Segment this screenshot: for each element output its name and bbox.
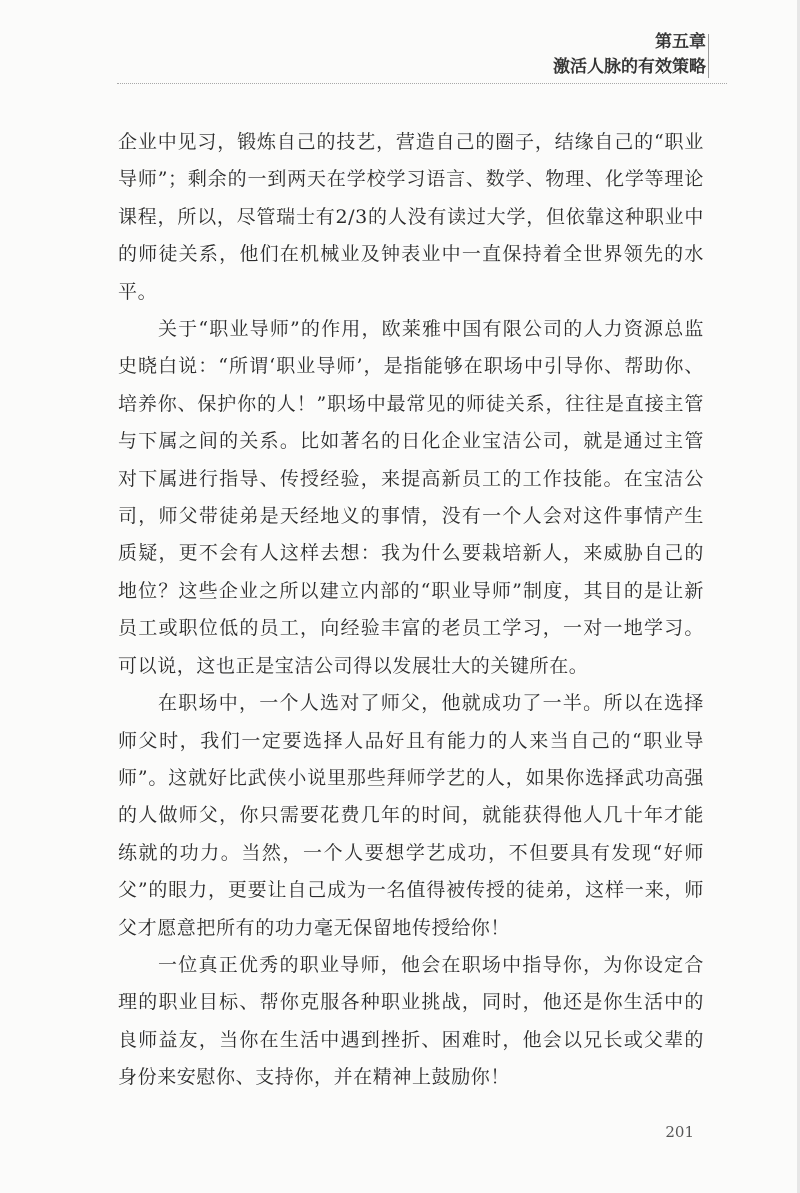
chapter-number: 第五章: [655, 32, 706, 52]
header-dotted-rule: [117, 83, 727, 84]
paragraph-choose-master: 在职场中，一个人选对了师父，他就成功了一半。所以在选择师父时，我们一定要选择人品好且有能力的人来当自己的“职业导师”。这就好比武侠小说里那些拜师学艺的人，如果你选择武功高强的人做师父，你只需要花费几年的时间，就能获得他人几十年才能练就的功力。当然，一个人要想学艺成功，不但要具有发现“好师父”的眼力，更要让自己成为一名值得被传授的徒弟，这样一来，师父才愿意把所有的功力毫无保留地传授给你！: [118, 692, 704, 939]
paragraph-mentor-role: 关于“职业导师”的作用，欧莱雅中国有限公司的人力资源总监史晓白说：“所谓‘职业导师’，是指能够在职场中引导你、帮助你、培养你、保护你的人！”职场中最常见的师徒关系，往往是直接主管与下属之间的关系。比如著名的日化企业宝洁公司，就是通过主管对下属进行指导、传授经验，来提高新员工的工作技能。在宝洁公司，师父带徒弟是天经地义的事情，没有一个人会对这件事情产生质疑，更不会有人这样去想：我为什么要栽培新人，来威胁自己的地位？这些企业之所以建立内部的“职业导师”制度，其目的是让新员工或职位低的员工，向经验丰富的老员工学习，一对一地学习。可以说，这也正是宝洁公司得以发展壮大的关键所在。: [118, 318, 704, 677]
page-number: 201: [665, 1123, 694, 1141]
running-header: [553, 30, 706, 80]
paragraph-continued: 企业中见习，锻炼自己的技艺，营造自己的圈子，结缘自己的“职业导师”；剩余的一到两天在学校学习语言、数学、物理、化学等理论课程，所以，尽管瑞士有2/3的人没有读过大学，但依靠这种职业中的师徒关系，他们在机械业及钟表业中一直保持着全世界领先的水平。: [118, 131, 704, 303]
body-text: [118, 124, 704, 1097]
paragraph-excellent-mentor: 一位真正优秀的职业导师，他会在职场中指导你，为你设定合理的职业目标、帮你克服各种职业挑战，同时，他还是你生活中的良师益友，当你在生活中遇到挫折、困难时，他会以兄长或父辈的身份来安慰你、支持你，并在精神上鼓励你！: [118, 953, 704, 1089]
header-vertical-bar: [708, 34, 709, 78]
chapter-title: 激活人脉的有效策略: [553, 57, 706, 77]
